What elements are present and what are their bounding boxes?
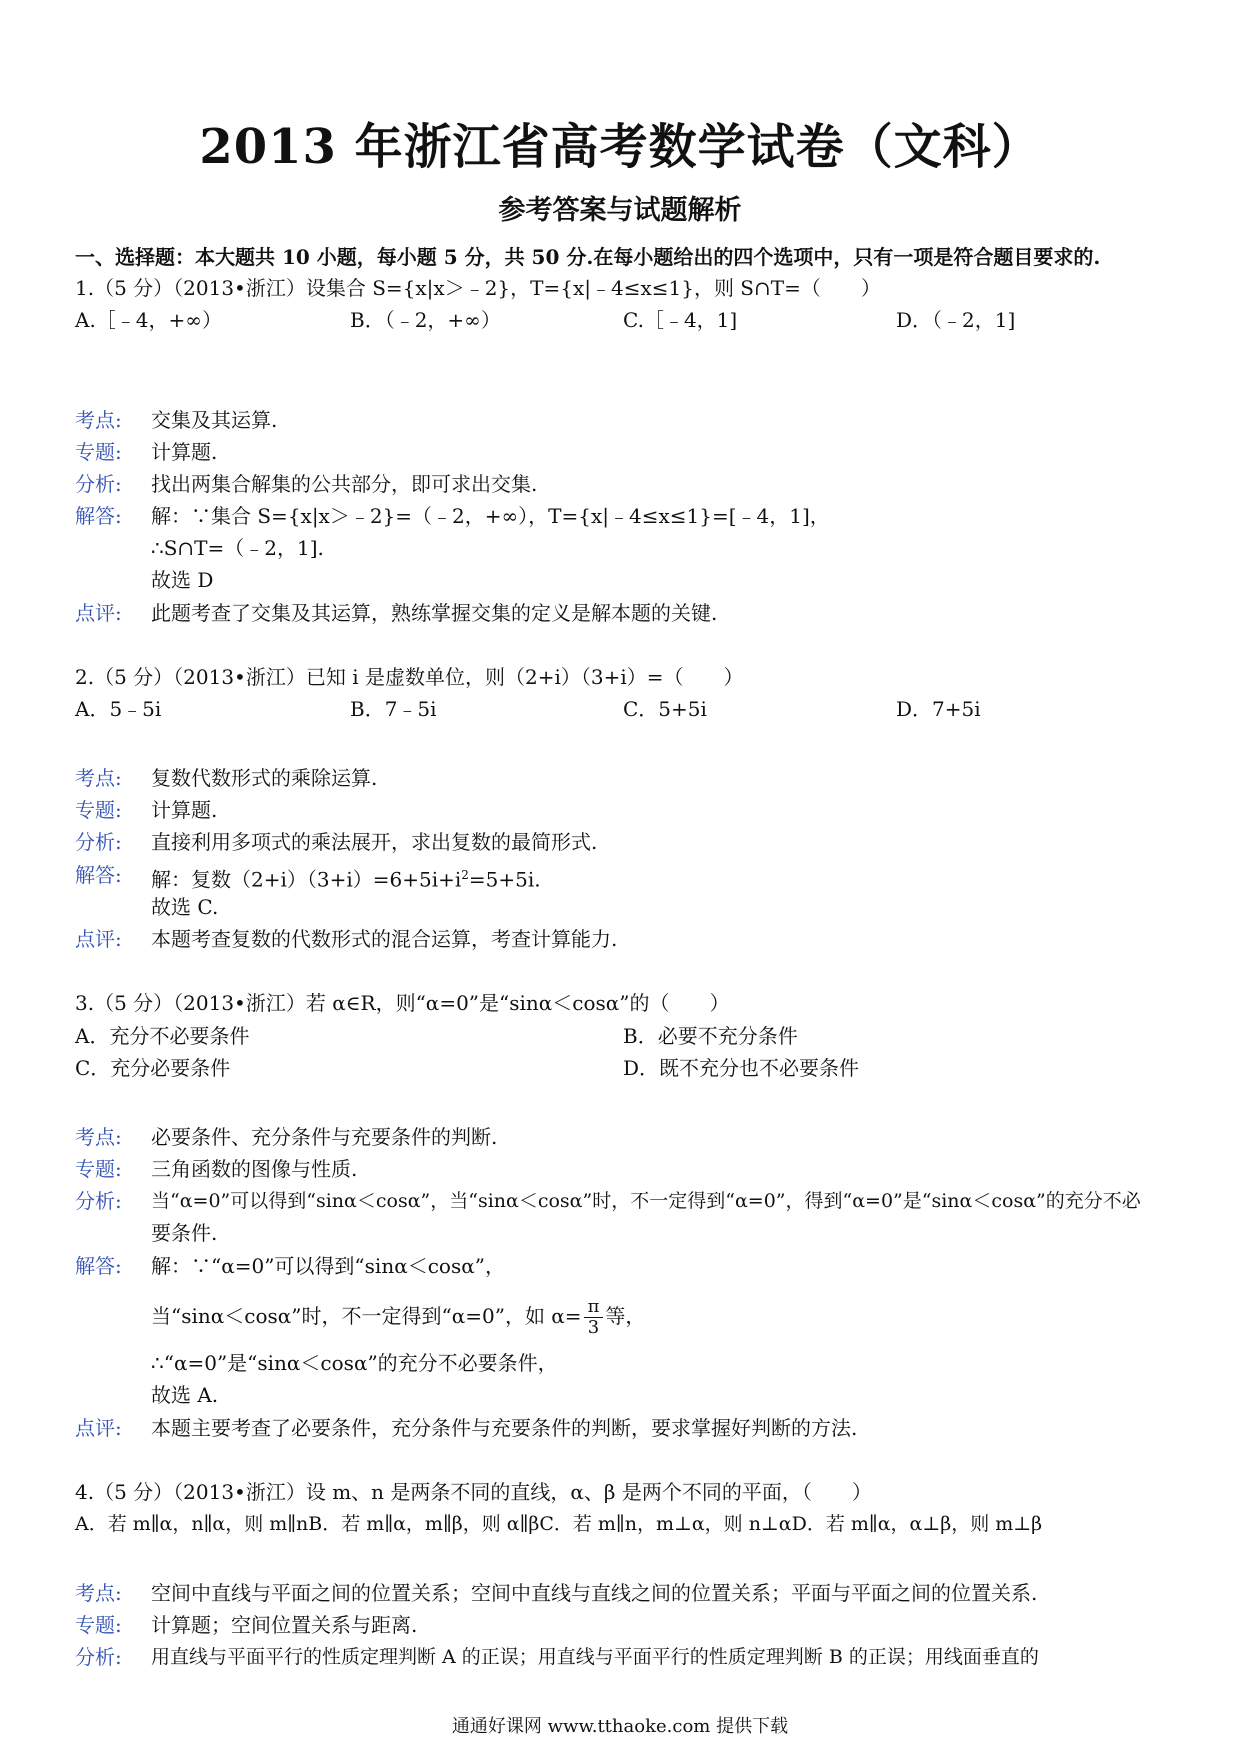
question-2-options: [0, 696, 1240, 722]
q2-zhuanti-text: 计算题.: [151, 798, 218, 822]
page-title: 2013 年浙江省高考数学试卷（文科）: [199, 119, 1041, 175]
q3-kaodian-text: 必要条件、充分条件与充要条件的判断.: [151, 1125, 498, 1149]
label-zhuanti: 专题:: [75, 1157, 122, 1181]
q2-jieda-line-1: [151, 862, 541, 893]
q3-jieda-line-2b: 等，: [605, 1304, 646, 1328]
q1-option-d: D．（﹣2，1]: [896, 308, 1016, 332]
label-kaodian: 考点:: [75, 1581, 122, 1605]
q2-dianping-text: 本题考查复数的代数形式的混合运算，考查计算能力.: [151, 927, 618, 951]
pi-over-3-fraction: [584, 1297, 604, 1338]
q2-jieda-line-2: 故选 C.: [151, 895, 219, 919]
q4-fenxi-text: 用直线与平面平行的性质定理判断 A 的正误；用直线与平面平行的性质定理判断 B 的正误；用线面垂直的: [151, 1646, 1039, 1668]
label-fenxi: 分析:: [75, 830, 122, 854]
question-4-options: A．若 m∥α，n∥α，则 m∥nB．若 m∥α，m∥β，则 α∥βC．若 m∥n，m⊥α，则 n⊥αD．若 m∥α，α⊥β，则 m⊥β: [75, 1513, 1043, 1535]
section-heading: 一、选择题：本大题共 10 小题，每小题 5 分，共 50 分.在每小题给出的四个选项中，只有一项是符合题目要求的.: [75, 245, 1101, 269]
label-zhuanti: 专题:: [75, 1613, 122, 1637]
label-kaodian: 考点:: [75, 1125, 122, 1149]
label-jieda: 解答:: [75, 504, 122, 528]
q3-option-b: B．必要不充分条件: [623, 1024, 798, 1048]
q4-kaodian-text: 空间中直线与平面之间的位置关系；空间中直线与直线之间的位置关系；平面与平面之间的位置关系.: [151, 1581, 1038, 1605]
q1-dianping-text: 此题考查了交集及其运算，熟练掌握交集的定义是解本题的关键.: [151, 601, 718, 625]
q1-zhuanti-text: 计算题.: [151, 440, 218, 464]
label-fenxi: 分析:: [75, 1645, 122, 1669]
question-3-stem: 3.（5 分）（2013•浙江）若 α∈R，则“α=0”是“sinα＜cosα”的（ ）: [75, 991, 730, 1015]
label-zhuanti: 专题:: [75, 798, 122, 822]
q1-option-a: A.［﹣4，+∞）: [75, 308, 222, 332]
label-kaodian: 考点:: [75, 766, 122, 790]
q2-option-a: A．5﹣5i: [75, 697, 162, 721]
q2-jieda-exponent: 2: [461, 868, 469, 882]
q3-jieda-line-2a: 当“sinα＜cosα”时，不一定得到“α=0”，如 α=: [151, 1304, 582, 1328]
q3-option-a: A．充分不必要条件: [75, 1024, 250, 1048]
q1-option-c: C.［﹣4，1]: [623, 308, 738, 332]
question-4-stem: 4.（5 分）（2013•浙江）设 m、n 是两条不同的直线，α、β 是两个不同的平面，（ ）: [75, 1480, 872, 1504]
label-jieda: 解答:: [75, 1254, 122, 1278]
label-fenxi: 分析:: [75, 1189, 122, 1213]
q1-fenxi-text: 找出两集合解集的公共部分，即可求出交集.: [151, 472, 538, 496]
q3-option-d: D．既不充分也不必要条件: [623, 1056, 860, 1080]
q2-option-d: D．7+5i: [896, 697, 981, 721]
label-dianping: 点评:: [75, 927, 122, 951]
q1-jieda-line-2: ∴S∩T=（﹣2，1].: [151, 536, 324, 560]
page-subtitle: 参考答案与试题解析: [498, 195, 742, 226]
q2-option-c: C．5+5i: [623, 697, 707, 721]
q3-option-c: C．充分必要条件: [75, 1056, 231, 1080]
q2-fenxi-text: 直接利用多项式的乘法展开，求出复数的最简形式.: [151, 830, 598, 854]
q3-fenxi-line-1: 当“α=0”可以得到“sinα＜cosα”，当“sinα＜cosα”时，不一定得到“α=0”，得到“α=0”是“sinα＜cosα”的充分不必: [151, 1190, 1141, 1212]
label-kaodian: 考点:: [75, 408, 122, 432]
q3-dianping-text: 本题主要考查了必要条件，充分条件与充要条件的判断，要求掌握好判断的方法.: [151, 1416, 858, 1440]
label-fenxi: 分析:: [75, 472, 122, 496]
question-1-options: [0, 307, 1240, 333]
q2-jieda-part-b: =5+5i.: [468, 867, 541, 892]
q4-zhuanti-text: 计算题；空间位置关系与距离.: [151, 1613, 418, 1637]
q3-jieda-line-2: [151, 1290, 645, 1342]
label-dianping: 点评:: [75, 601, 122, 625]
question-3-options-row-2: [0, 1055, 1240, 1081]
q2-jieda-part-a: 解：复数（2+i）（3+i）=6+5i+i: [151, 867, 462, 892]
question-3-options-row-1: [0, 1023, 1240, 1049]
question-1-stem: 1.（5 分）（2013•浙江）设集合 S={x|x＞﹣2}，T={x|﹣4≤x≤1}，则 S∩T=（ ）: [75, 276, 881, 300]
label-zhuanti: 专题:: [75, 440, 122, 464]
q3-fenxi-line-2: 要条件.: [151, 1221, 218, 1245]
fraction-numerator: π: [584, 1297, 604, 1318]
label-dianping: 点评:: [75, 1416, 122, 1440]
q2-kaodian-text: 复数代数形式的乘除运算.: [151, 766, 378, 790]
q1-jieda-line-3: 故选 D: [151, 568, 214, 592]
page-footer: 通通好课网 www.tthaoke.com 提供下载: [451, 1716, 789, 1737]
q2-option-b: B．7﹣5i: [350, 697, 437, 721]
q3-jieda-line-1: 解：∵“α=0”可以得到“sinα＜cosα”，: [151, 1254, 505, 1278]
q3-jieda-line-4: 故选 A.: [151, 1383, 219, 1407]
fraction-denominator: 3: [587, 1317, 600, 1338]
q1-option-b: B．（﹣2，+∞）: [350, 308, 501, 332]
q3-zhuanti-text: 三角函数的图像与性质.: [151, 1157, 358, 1181]
q3-jieda-line-3: ∴“α=0”是“sinα＜cosα”的充分不必要条件，: [151, 1351, 558, 1375]
q1-kaodian-text: 交集及其运算.: [151, 408, 278, 432]
label-jieda: 解答:: [75, 863, 122, 887]
q1-jieda-line-1: 解：∵集合 S={x|x＞﹣2}=（﹣2，+∞），T={x|﹣4≤x≤1}=[﹣4，1]，: [151, 504, 830, 528]
question-2-stem: 2.（5 分）（2013•浙江）已知 i 是虚数单位，则（2+i）（3+i）=（ ）: [75, 665, 744, 689]
